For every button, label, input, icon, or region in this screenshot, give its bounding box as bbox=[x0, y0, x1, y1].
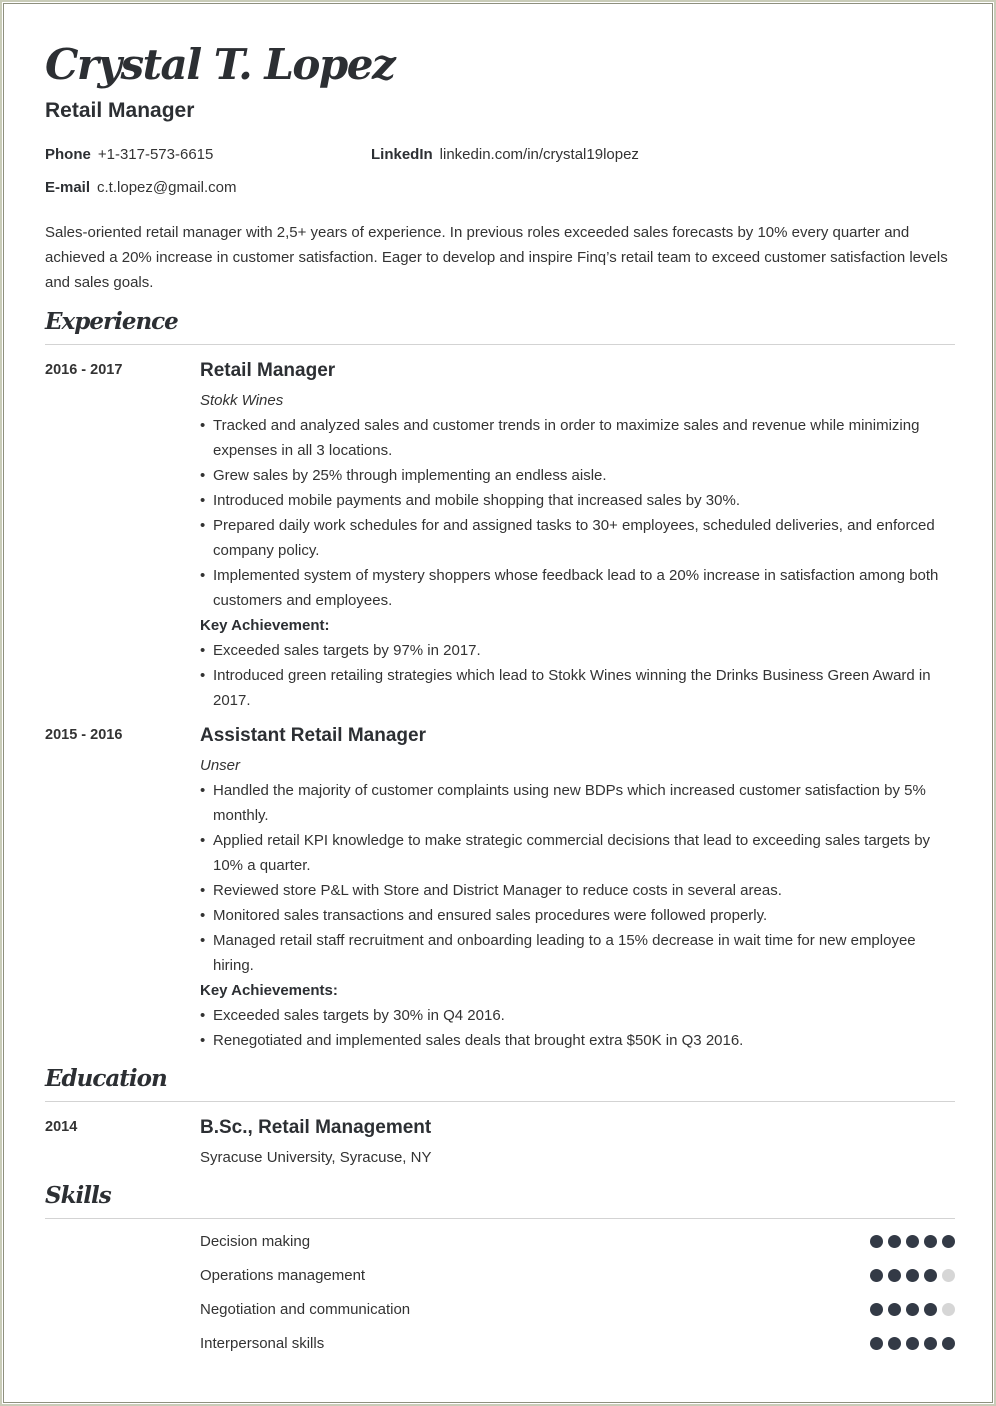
job-dates: 2015 - 2016 bbox=[45, 727, 123, 743]
contact-phone bbox=[45, 146, 213, 163]
summary: Sales-oriented retail manager with 2,5+ years of experience. In previous roles exceeded sales forecasts by 10% every quarter and achieved a 20% increase in customer satisfaction. Eager to develop and inspire Finq’s retail team to exceed customer satisfaction levels and sales goals. bbox=[45, 224, 948, 291]
skill-dot-filled bbox=[870, 1337, 883, 1350]
skill-name: Interpersonal skills bbox=[200, 1335, 325, 1352]
list-item: • Monitored sales transactions and ensured sales procedures were followed properly. bbox=[200, 903, 955, 928]
experience-heading: Experience bbox=[45, 308, 178, 335]
skill-name: Operations management bbox=[200, 1267, 366, 1284]
skill-dot-filled bbox=[942, 1337, 955, 1350]
skill-dot-filled bbox=[870, 1303, 883, 1316]
skill-dot-filled bbox=[906, 1337, 919, 1350]
list-item: • Reviewed store P&L with Store and District Manager to reduce costs in several areas. bbox=[200, 878, 955, 903]
skill-dot-filled bbox=[888, 1235, 901, 1248]
list-item: • Exceeded sales targets by 97% in 2017. bbox=[200, 638, 955, 663]
list-item: • Exceeded sales targets by 30% in Q4 2016. bbox=[200, 1003, 955, 1028]
job-duties bbox=[200, 413, 955, 613]
skill-dot-filled bbox=[888, 1303, 901, 1316]
skill-level-rating bbox=[870, 1303, 955, 1316]
list-item: • Applied retail KPI knowledge to make strategic commercial decisions that lead to exceeding sales targets by 10% a quarter. bbox=[200, 828, 955, 878]
phone-value: +1-317-573-6615 bbox=[97, 146, 214, 163]
experience-divider bbox=[45, 344, 955, 345]
linkedin-label: LinkedIn bbox=[371, 146, 433, 163]
list-item: • Tracked and analyzed sales and customer trends in order to maximize sales and revenue while minimizing expenses in all 3 locations. bbox=[200, 413, 955, 463]
job-entry-2 bbox=[200, 724, 955, 1053]
job-dates: 2016 - 2017 bbox=[45, 362, 123, 378]
skill-dot-filled bbox=[924, 1337, 937, 1350]
skill-row bbox=[200, 1233, 955, 1253]
job-title: Assistant Retail Manager bbox=[200, 725, 426, 746]
skill-row bbox=[200, 1335, 955, 1355]
list-item: • Introduced mobile payments and mobile shopping that increased sales by 30%. bbox=[200, 488, 955, 513]
email-value[interactable]: c.t.lopez@gmail.com bbox=[97, 179, 237, 196]
skill-dot-filled bbox=[924, 1235, 937, 1248]
skill-dot-filled bbox=[906, 1235, 919, 1248]
skill-dot-empty bbox=[942, 1269, 955, 1282]
candidate-role: Retail Manager bbox=[45, 99, 195, 122]
skill-row bbox=[200, 1301, 955, 1321]
skill-dot-filled bbox=[888, 1269, 901, 1282]
skill-dot-filled bbox=[906, 1303, 919, 1316]
job-entry-1 bbox=[200, 359, 955, 713]
skill-dot-filled bbox=[924, 1269, 937, 1282]
job-achievements bbox=[200, 638, 955, 713]
skill-dot-empty bbox=[942, 1303, 955, 1316]
phone-label: Phone bbox=[45, 146, 91, 163]
skill-dot-filled bbox=[888, 1337, 901, 1350]
education-year: 2014 bbox=[45, 1119, 78, 1135]
contact-email bbox=[45, 179, 236, 196]
skill-level-rating bbox=[870, 1269, 955, 1282]
skill-dot-filled bbox=[870, 1235, 883, 1248]
skills-heading: Skills bbox=[45, 1182, 111, 1209]
education-heading: Education bbox=[45, 1065, 167, 1092]
skill-dot-filled bbox=[942, 1235, 955, 1248]
education-divider bbox=[45, 1101, 955, 1102]
achievements-label: Key Achievement: bbox=[200, 617, 330, 634]
candidate-name: Crystal T. Lopez bbox=[45, 40, 395, 89]
linkedin-value[interactable]: linkedin.com/in/crystal19lopez bbox=[439, 146, 639, 163]
achievements-label: Key Achievements: bbox=[200, 982, 338, 999]
skill-dot-filled bbox=[906, 1269, 919, 1282]
job-title: Retail Manager bbox=[200, 360, 336, 381]
education-entry bbox=[200, 1116, 955, 1170]
skill-dot-filled bbox=[924, 1303, 937, 1316]
list-item: • Renegotiated and implemented sales deals that brought extra $50K in Q3 2016. bbox=[200, 1028, 955, 1053]
job-duties bbox=[200, 778, 955, 978]
skill-name: Decision making bbox=[200, 1233, 311, 1250]
skill-level-rating bbox=[870, 1337, 955, 1350]
list-item: • Handled the majority of customer complaints using new BDPs which increased customer satisfaction by 5% monthly. bbox=[200, 778, 955, 828]
skill-name: Negotiation and communication bbox=[200, 1301, 411, 1318]
list-item: • Managed retail staff recruitment and onboarding leading to a 15% decrease in wait time for new employee hiring. bbox=[200, 928, 955, 978]
skill-row bbox=[200, 1267, 955, 1287]
email-label: E-mail bbox=[45, 179, 91, 196]
company-name: Unser bbox=[200, 757, 241, 774]
list-item: • Introduced green retailing strategies which lead to Stokk Wines winning the Drinks Business Green Award in 2017. bbox=[200, 663, 955, 713]
skill-level-rating bbox=[870, 1235, 955, 1248]
company-name: Stokk Wines bbox=[200, 392, 284, 409]
skill-dot-filled bbox=[870, 1269, 883, 1282]
skills-divider bbox=[45, 1218, 955, 1219]
list-item: • Implemented system of mystery shoppers whose feedback lead to a 20% increase in satisfaction among both customers and employees. bbox=[200, 563, 955, 613]
list-item: • Prepared daily work schedules for and assigned tasks to 30+ employees, scheduled deliveries, and enforced company policy. bbox=[200, 513, 955, 563]
degree-title: B.Sc., Retail Management bbox=[200, 1117, 432, 1138]
school-name: Syracuse University, Syracuse, NY bbox=[200, 1149, 432, 1166]
job-achievements bbox=[200, 1003, 955, 1053]
list-item: • Grew sales by 25% through implementing an endless aisle. bbox=[200, 463, 955, 488]
contact-linkedin bbox=[371, 146, 639, 163]
